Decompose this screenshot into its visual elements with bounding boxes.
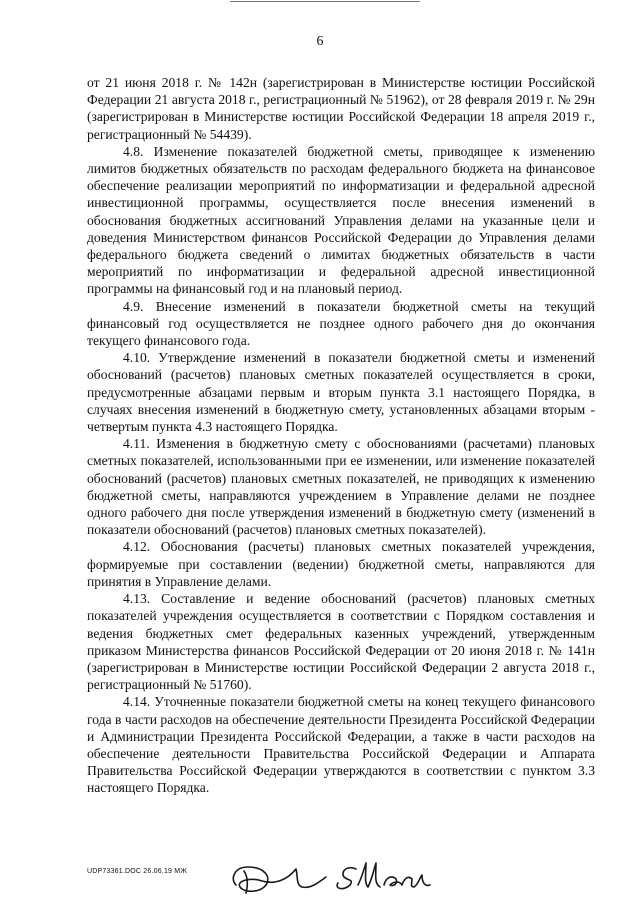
paragraph-1: от 21 июня 2018 г. № 142н (зарегистрирован в Министерстве юстиции Российской Федерации 21 августа 2018 г., регистрационный № 51962), от 28 февраля 2019 г. № 29н (зарегистрирован в Министерстве юстиции Российской Федерации 18 апреля 2019 г., регистрационный № 54439). — [87, 75, 595, 142]
paragraph-4-11: 4.11. Изменения в бюджетную смету с обоснованиями (расчетами) плановых сметных показателей, использованными при ее изменении, или изменение показателей обоснований (расчетов) плановых сметных показателей, не приводящих к изменению бюджетной сметы, направляются учреждением в Управление делами не позднее одного рабочего дня после утверждения изменений в бюджетную смету (изменений в показатели обоснований (расчетов) плановых сметных показателей). — [87, 436, 595, 538]
paragraph-4-9: 4.9. Внесение изменений в показатели бюджетной сметы на текущий финансовый год осуществляется не позднее одного рабочего дня до окончания текущего финансового года. — [87, 298, 595, 349]
paragraph-4-8: 4.8. Изменение показателей бюджетной сметы, приводящее к изменению лимитов бюджетных обязательств по расходам федерального бюджета на финансовое обеспечение реализации мероприятий по информатизации и федеральной адресной инвестиционной программы, осуществляется после внесения изменений в обоснования бюджетных ассигнований Управления делами на указанные цели и доведения Министерством финансов Российской Федерации до Управления делами федерального бюджета сведений о лимитах бюджетных обязательств в части мероприятий по информатизации и федеральной адресной инвестиционной программы на финансовый год и на плановый период. — [87, 143, 595, 297]
document-body — [87, 74, 595, 797]
paragraph-4-12: 4.12. Обоснования (расчеты) плановых сметных показателей учреждения, формируемые при составлении (ведении) бюджетной сметы, направляются для принятия в Управление делами. — [87, 539, 595, 589]
paragraph-4-14: 4.14. Уточненные показатели бюджетной сметы на конец текущего финансового года в части расходов на обеспечение деятельности Президента Российской Федерации и Администрации Президента Российской Федерации, а также в части расходов на обеспечение деятельности Правительства Российской Федерации и Аппарата Правительства Российской Федерации утверждаются в соответствии с пунктом 3.3 настоящего Порядка. — [87, 694, 595, 796]
paragraph-4-13: 4.13. Составление и ведение обоснований (расчетов) плановых сметных показателей учреждения осуществляется в соответствии с Порядком составления и ведения бюджетных смет федеральных казенных учреждений, утвержденным приказом Министерства финансов Российской Федерации от 20 июня 2018 г. № 141н (зарегистрирован в Министерстве юстиции Российской Федерации 2 августа 2018 г., регистрационный № 51760). — [87, 591, 595, 693]
page-number: 6 — [316, 34, 324, 49]
footer-doc-code: UDP73361.DOC 26.06.19 МЖ — [87, 868, 187, 875]
top-edge-line — [230, 1, 420, 2]
handwritten-signature — [226, 855, 436, 899]
paragraph-4-10: 4.10. Утверждение изменений в показатели бюджетной сметы и изменений обоснований (расчетов) плановых сметных показателей осуществляется в сроки, предусмотренные абзацами первым и вторым пункта 3.1 настоящего Порядка, в случаях внесения изменений в бюджетную смету, установленных абзацами вторым - четвертым пункта 4.3 настоящего Порядка. — [87, 350, 595, 435]
